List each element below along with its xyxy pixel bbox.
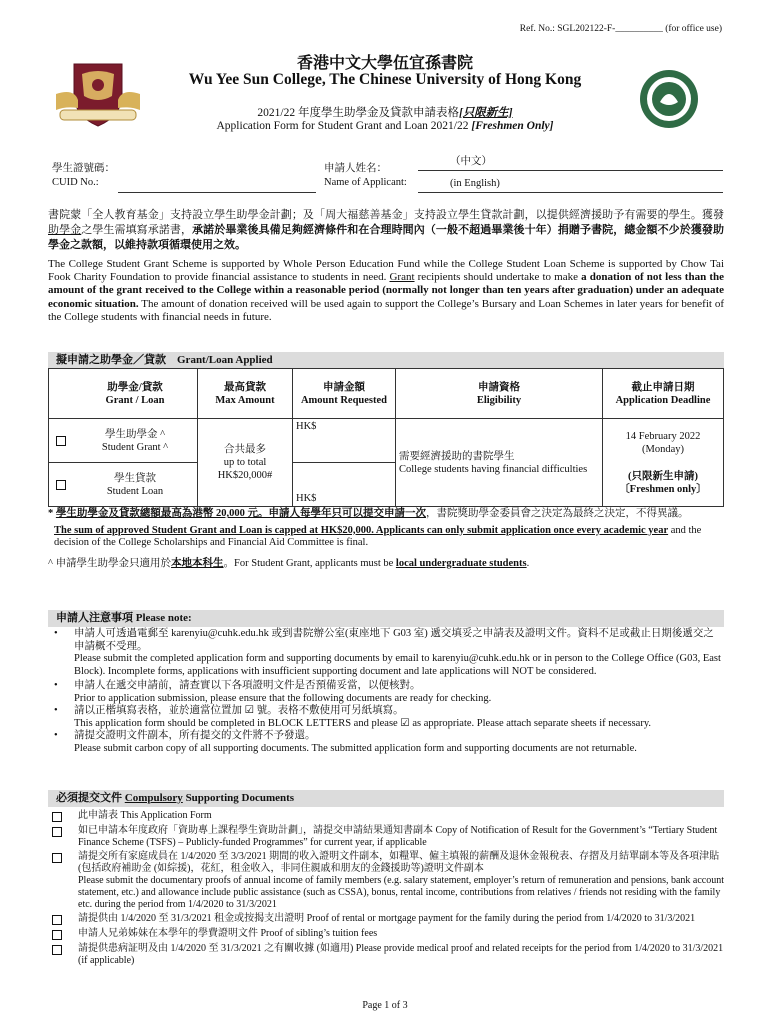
doc-checkbox[interactable]	[52, 827, 62, 837]
note-item: • 請以正楷填寫表格，並於適當位置加 ☑ 號。表格不敷使用可另紙填寫。 This application form should be completed in BLOCK LETTERS and please ☑ as appropriate. Please attach separate sheets if necessary.	[54, 705, 652, 729]
page-number: Page 1 of 3	[362, 1000, 408, 1011]
doc-checkbox[interactable]	[52, 930, 62, 940]
student-grant-label: 學生助學金 ^ Student Grant ^	[73, 419, 198, 463]
deadline-cell: 14 February 2022 (Monday) (只限新生申請) 〔Freshmen only〕	[603, 419, 724, 507]
eligibility-cell: 需要經濟援助的書院學生 College students having financial difficulties	[396, 419, 603, 507]
doc-checkbox[interactable]	[52, 812, 62, 822]
doc-checkbox[interactable]	[52, 945, 62, 955]
cap-statement: * 學生助學金及貸款總額最高為港幣 20,000 元。申請人每學年只可以提交申請一次，書院獎助學金委員會之決定為最終之決定，不得異議。 The sum of approved Student Grant and Loan is capped at HK$20,000. Applicants can only submit application once every academic year and the decision of the College Scholarships and Financial Aid Committee is final. ^ 申請學生助學金只適用於本地本科生。For Student Grant, applicants must be local undergraduate students.	[48, 508, 702, 569]
cuid-label: 學生證號碼： CUID No.:	[52, 163, 115, 188]
col-deadline: 截止申請日期 Application Deadline	[603, 369, 724, 419]
intro-en: The College Student Grant Scheme is supported by Whole Person Education Fund while the College Student Loan Scheme is supported by Chow Tai Fook Charity Foundation to provide financial assistance to students in need. Grant recipients should undertake to make a donation of not less than the amount of the grant received to the College within a reasonable period (normally not longer than ten years after graduation) under an adequate economic situation. The amount of donation received will be used again to support the College’s Bursary and Loan Schemes in later years for benefit of the College students with financial needs in future.	[48, 258, 725, 323]
note-item: • 請提交證明文件副本，所有提交的文件將不予發還。 Please submit carbon copy of all supporting documents. The submitted application form and supporting documents are not returnable.	[54, 730, 637, 754]
doc-item: 此申請表 This Application Form	[48, 810, 724, 822]
doc-item: 請提供由 1/4/2020 至 31/3/2021 租金或按揭支出證明 Proof of rental or mortgage payment for the family during the period from 1/4/2020 to 31/3/2021	[48, 913, 724, 925]
student-loan-checkbox[interactable]	[56, 480, 66, 490]
name-english-input[interactable]	[418, 192, 723, 193]
grant-loan-table	[48, 368, 724, 507]
grant-loan-applied-header: 擬申請之助學金／貸款 Grant/Loan Applied	[48, 352, 724, 369]
name-english-label: (in English)	[450, 178, 500, 189]
notes-list	[48, 628, 724, 755]
please-note-header: 申請人注意事項 Please note:	[48, 610, 724, 627]
applicant-name-label: 申請人姓名： Name of Applicant:	[324, 163, 407, 188]
loan-amount-input[interactable]: HK$	[293, 463, 396, 507]
grant-amount-input[interactable]: HK$	[293, 419, 396, 463]
col-max-amount: 最高貸款 Max Amount	[198, 369, 293, 419]
intro-zh: 書院蒙「全人教育基金」支持設立學生助學金計劃；及「周大福慈善基金」支持設立學生貸款計劃，以提供經濟援助予有需要的學生。獲發助學金之學生需填寫承諾書，承諾於畢業後具備足夠經濟條件和在合理時間內（一般不超過畢業後十年）捐贈予書院，總金額不少於獲發助學金之款額，以維持款項循環使用之效。	[48, 209, 725, 251]
college-name-en: Wu Yee Sun College, The Chinese University of Hong Kong	[188, 71, 582, 88]
docs-list	[48, 810, 724, 967]
doc-item: 如已申請本年度政府「資助專上課程學生資助計劃」，請提交申請結果通知書副本 Copy of Notification of Result for the Government’s “Tertiary Student Finance Scheme (TSFS) – Publicly-funded Programmes” for current year, if applicable	[48, 825, 724, 849]
max-amount-cell: 合共最多 up to total HK$20,000#	[198, 419, 293, 507]
college-name-zh: 香港中文大學伍宜孫書院	[296, 55, 473, 72]
col-eligibility: 申請資格 Eligibility	[396, 369, 603, 419]
student-grant-checkbox[interactable]	[56, 436, 66, 446]
doc-checkbox[interactable]	[52, 853, 62, 863]
student-loan-label: 學生貸款 Student Loan	[73, 463, 198, 507]
col-amount-requested: 申請金額 Amount Requested	[293, 369, 396, 419]
name-chinese-label: （中文）	[450, 156, 492, 167]
form-title-zh: 2021/22 年度學生助學金及貸款申請表格[只限新生]	[257, 107, 513, 119]
doc-checkbox[interactable]	[52, 915, 62, 925]
doc-item: 請提交所有家庭成員在 1/4/2020 至 3/3/2021 期間的收入證明文件副本，如糧單、僱主填報的薪酬及退休金報稅表、存摺及月結單副本等及各項津貼 (包括政府補助金 (如綜援)，花紅，租金收入，非同住親戚和朋友的金錢援助等)證明文件副本 Please submit the documentary proofs of annual income of family members (e.g. salary statement, employer’s return of remuneration and pensions, bank account statement, etc.) and allowance include public assistance (such as CSSA), bonus, rental income, contributions from relatives / friends not residing with the family etc. during the period from 1/4/2020 to 31/3/2021	[48, 851, 724, 910]
name-chinese-input[interactable]	[418, 170, 723, 171]
note-item: • 申請人可透過電郵至 karenyiu@cuhk.edu.hk 或到書院辦公室(東座地下 G03 室) 遞交填妥之申請表及證明文件。資料不足或截止日期後遞交之申請概不受理。 Please submit the completed application form and supporting documents by email to karenyiu@cuhk.edu.hk or in person to the College Office (G03, East Block). Incomplete forms, applications with insufficient supporting document and late applications will NOT be considered.	[54, 628, 721, 677]
form-title-en: Application Form for Student Grant and Loan 2021/22 [Freshmen Only]	[216, 120, 554, 132]
doc-item: 申請人兄弟姊妹在本學年的學費證明文件 Proof of sibling’s tuition fees	[48, 928, 724, 940]
doc-item: 請提供患病証明及由 1/4/2020 至 31/3/2021 之有關收據 (如適用) Please provide medical proof and related receipts for the period from 1/4/2020 to 31/3/2021 (if applicable)	[48, 943, 724, 967]
note-item: • 申請人在遞交申請前，請查實以下各項證明文件是否預備妥當，以便核對。 Prior to application submission, please ensure that the following documents are ready for checking.	[54, 680, 492, 704]
reference-number: Ref. No.: SGL202122-F-__________ (for office use)	[519, 24, 722, 34]
cuid-input[interactable]	[118, 192, 316, 193]
compulsory-docs-header: 必須提交文件 Compulsory Supporting Documents	[48, 790, 724, 807]
col-grant-loan: 助學金/貸款 Grant / Loan	[73, 369, 198, 419]
